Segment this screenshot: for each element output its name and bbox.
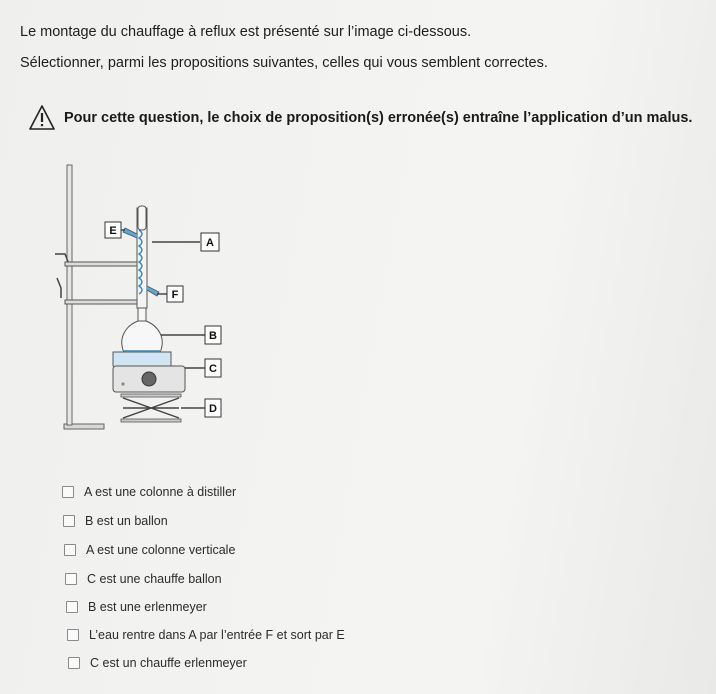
heater-indicator [121, 382, 124, 385]
option-3-label: A est une colonne verticale [86, 543, 236, 557]
option-6-label: L’eau rentre dans A par l’entrée F et sort par E [89, 628, 345, 642]
warning-text: Pour cette question, le choix de proposition(s) erronée(s) entraîne l’application d’un malus. [64, 110, 693, 126]
option-4-label: C est une chauffe ballon [87, 572, 222, 586]
reflux-setup-diagram [55, 160, 235, 440]
label-f: F [171, 289, 179, 301]
upper-clamp-arm [65, 262, 140, 266]
warning-triangle-icon [28, 104, 56, 132]
option-5-checkbox[interactable] [66, 601, 78, 613]
option-7-label: C est un chauffe erlenmeyer [90, 656, 247, 670]
option-2[interactable] [63, 514, 168, 528]
lower-clamp-handle [57, 278, 61, 298]
option-7[interactable] [68, 656, 247, 670]
option-6[interactable] [67, 628, 345, 642]
option-2-label: B est un ballon [85, 514, 168, 528]
label-a: A [206, 237, 214, 249]
water-outlet-nozzle [123, 228, 137, 238]
flask-neck [138, 308, 146, 322]
malus-warning [28, 104, 692, 132]
option-7-checkbox[interactable] [68, 657, 80, 669]
option-3[interactable] [64, 543, 235, 557]
label-d: D [209, 403, 217, 415]
question-text-line2: Sélectionner, parmi les propositions suivantes, celles qui vous semblent correctes. [20, 55, 548, 71]
option-1[interactable] [62, 485, 236, 499]
heater-knob [142, 372, 156, 386]
lower-clamp-arm [65, 300, 140, 304]
stand-rod [67, 165, 72, 425]
label-c: C [209, 363, 217, 375]
lab-jack-scissor [123, 398, 179, 418]
label-e: E [109, 225, 117, 237]
option-5[interactable] [66, 600, 207, 614]
option-3-checkbox[interactable] [64, 544, 76, 556]
option-2-checkbox[interactable] [63, 515, 75, 527]
option-4[interactable] [65, 572, 222, 586]
label-b: B [209, 330, 217, 342]
condenser-top [138, 206, 146, 230]
option-1-checkbox[interactable] [62, 486, 74, 498]
lab-jack-bottom [121, 419, 181, 422]
option-6-checkbox[interactable] [67, 629, 79, 641]
option-5-label: B est une erlenmeyer [88, 600, 207, 614]
lab-jack-top [121, 394, 181, 397]
option-1-label: A est une colonne à distiller [84, 485, 237, 499]
question-text-line1: Le montage du chauffage à reflux est présenté sur l’image ci-dessous. [20, 24, 472, 40]
option-4-checkbox[interactable] [65, 573, 77, 585]
